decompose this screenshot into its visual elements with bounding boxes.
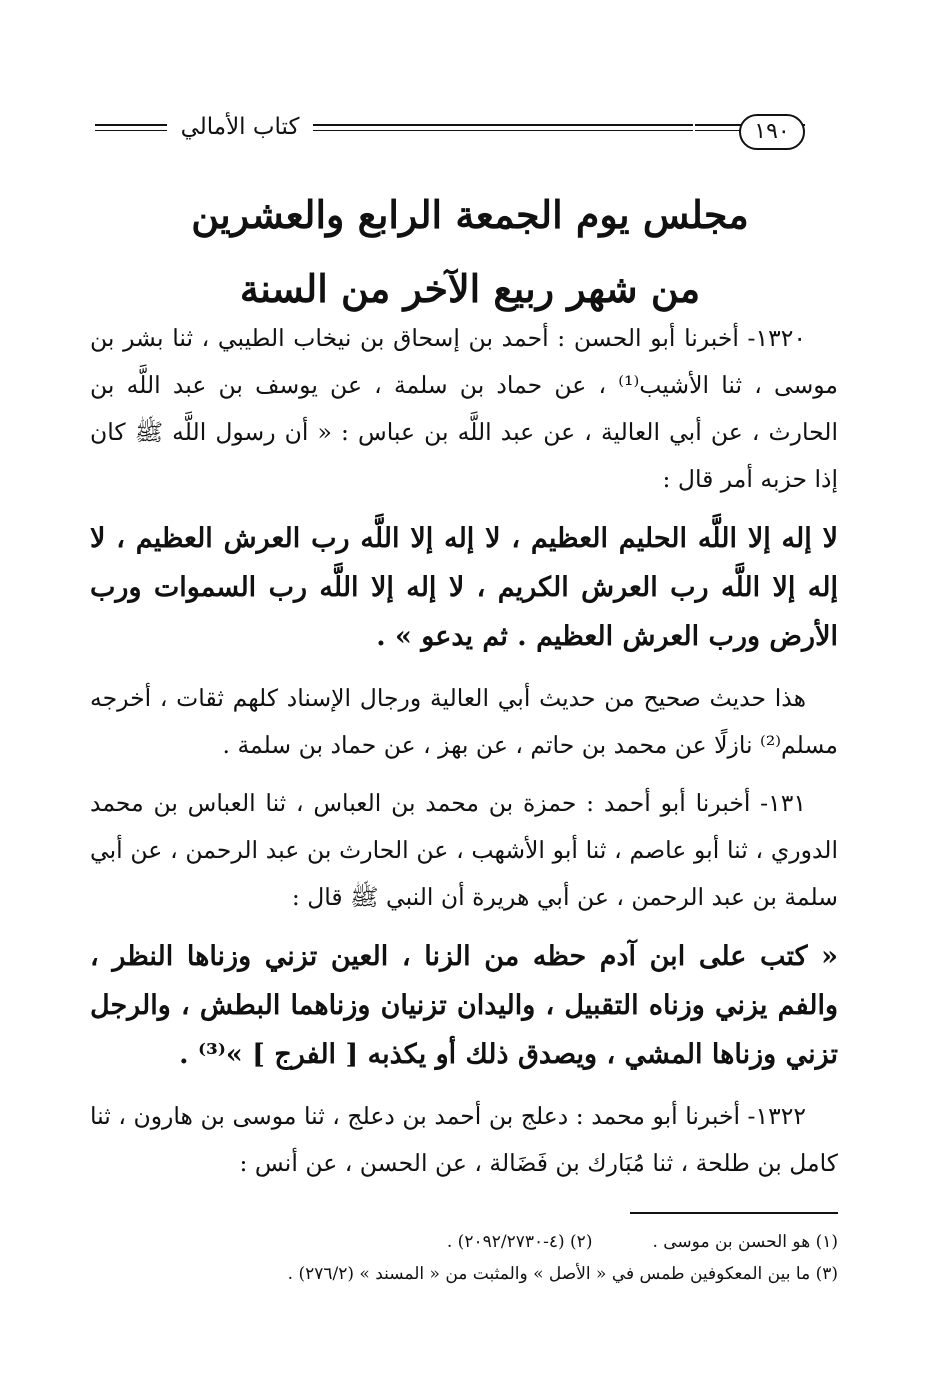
footnote-1: (١) هو الحسن بن موسى . [652,1232,838,1252]
footnote-2: (٢) (٤-٢٠٩٢/٢٧٣٠) . [446,1232,593,1252]
footnotes [200,1226,838,1290]
hadith-1320-matn: لا إله إلا اللَّه الحليم العظيم ، لا إله إلا اللَّه رب العرش العظيم ، لا إله إلا اللَّه رب العرش الكريم ، لا إله إلا اللَّه رب السموات ورب الأرض ورب العرش العظيم . ثم يدعو » . [90,523,838,652]
hadith-1321-isnad: ١٣١- أخبرنا أبو أحمد : حمزة بن محمد بن العباس ، ثنا العباس بن محمد الدوري ، ثنا أبو عاصم ، ثنا أبو الأشهب ، عن الحارث بن عبد الرحمن ، عن أبي سلمة بن عبد الرحمن ، عن أبي هريرة أن النبي ﷺ قال : [90,789,838,911]
hadith-1321-matn: « كتب على ابن آدم حظه من الزنا ، العين تزني وزناها النظر ، والفم يزني وزناه التقبيل ، واليدان تزنيان وزناهما البطش ، والرجل تزني وزناها المشي ، ويصدق ذلك أو يكذبه [ الفرج ] »⁽³⁾ . [90,941,838,1070]
hadith-1322-isnad: ١٣٢٢- أخبرنا أبو محمد : دعلج بن أحمد بن دعلج ، ثنا موسى بن هارون ، ثنا كامل بن طلحة ، ثنا مُبَارك بن فَضَالة ، عن الحسن ، عن أنس : [90,1102,838,1177]
header-rule-middle [313,124,693,126]
main-text [90,315,838,1198]
header-rule-left-lower [95,130,167,131]
session-title-line-2: من شهر ربيع الآخر من السنة [239,266,701,311]
book-title: كتاب الأمالي [180,114,300,140]
hadith-1320-isnad: ١٣٢٠- أخبرنا أبو الحسن : أحمد بن إسحاق بن نيخاب الطيبي ، ثنا بشر بن موسى ، ثنا الأشيب⁽¹⁾ ، عن حماد بن سلمة ، عن يوسف بن عبد اللَّه بن الحارث ، عن أبي العالية ، عن عبد اللَّه بن عباس : « أن رسول اللَّه ﷺ كان إذا حزبه أمر قال : [90,324,838,493]
footnote-row-2 [200,1258,838,1290]
footnote-3: (٣) ما بين المعكوفين طمس في « الأصل » والمثبت من « المسند » (٢٧٦/٢) . [287,1264,838,1284]
session-title [90,178,850,326]
header-rule-middle-lower [313,130,693,131]
session-title-line-1: مجلس يوم الجمعة الرابع والعشرين [191,192,749,237]
footnote-row-1 [200,1226,838,1258]
footnote-separator [630,1212,838,1214]
hadith-1320-commentary: هذا حديث صحيح من حديث أبي العالية ورجال الإسناد كلهم ثقات ، أخرجه مسلم⁽²⁾ نازلًا عن محمد بن حاتم ، عن بهز ، عن حماد بن سلمة . [90,684,838,759]
page-number: ١٩٠ [739,114,805,150]
header-rule-left [95,124,167,126]
page-header [95,112,835,152]
